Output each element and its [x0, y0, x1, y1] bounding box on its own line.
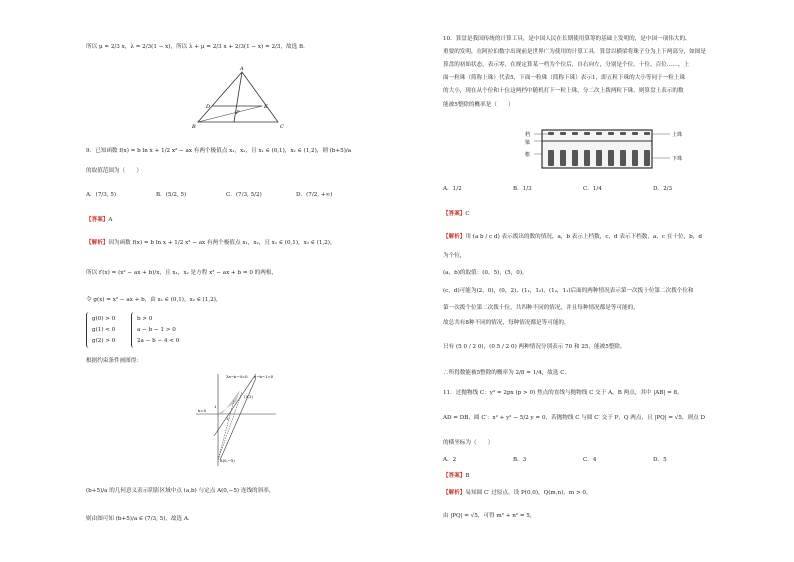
analysis-text: 易知圆 C′ 过原点，设 P(0,0)，Q(m,n)，m > 0，: [465, 490, 592, 496]
q10-option-d: D．2/3: [653, 186, 673, 192]
sys-left-3: g(2) > 0: [92, 338, 116, 344]
q9-option-d: D．(7/2, +∞): [296, 192, 333, 198]
sys-right-2: a − b − 1 > 0: [137, 327, 176, 333]
q9-analysis-4: 根据约束条件画图得：: [86, 358, 142, 364]
q10-line-6: 能被5整除的概率是（ ）: [443, 102, 514, 108]
q11-line-1: 11．过抛物线 C：y² = 2px (p > 0) 焦点的直线与抛物线 C 交于 A，B 两点，其中 |AB| = 8，: [443, 390, 683, 396]
label-point: (3,2): [244, 394, 254, 399]
sys-right-3: 2a − b − 4 < 0: [137, 338, 180, 344]
q10-option-c: C．1/4: [583, 186, 602, 192]
label-a: A: [240, 66, 244, 72]
q10-analysis-4: (c，d)可能为(2，0)，(0，2)，(1₁，1₂)，(1₂，1₁)后面的两种情况表示第一次拨十位第二次拨个位和: [443, 288, 694, 294]
q11-line-3: 的横坐标为（ ）: [443, 440, 494, 446]
label-x1: 1: [226, 416, 229, 421]
q9-analysis-1: [86, 240, 336, 247]
analysis-label: 【解析】: [443, 234, 466, 240]
abacus-figure: [520, 124, 690, 172]
q11-line-2: AD = DB，圆 C′：x² + y² − 5/2 y = 0，若抛物线 C 与圆 C′ 交于 P，Q 两点，且 |PQ| = √5，则点 D: [443, 415, 705, 421]
analysis-text: 因为函数 f(x) = b ln x + 1/2 x² − ax 有两个极值点 x₁，x₂，且 x₁ ∈ (0,1)，x₂ ∈ (1,2)，: [108, 240, 336, 246]
label-y1: 1: [214, 404, 217, 409]
system-brace-right: [131, 312, 136, 348]
q10-analysis-1: [443, 234, 702, 241]
label-point-a: A(0,−5): [220, 458, 235, 463]
solution-line: 所以 μ = 2/3 x，λ = 2/3(1 − x)，所以 λ + μ = 2/3 x + 2/3(1 − x) = 2/3，故选 B．: [86, 44, 309, 50]
q9-answer: [86, 217, 112, 224]
answer-value: C: [465, 211, 470, 217]
sys-left-2: g(1) < 0: [92, 327, 116, 333]
q10-analysis-8: ∴所得数能被5整除的概率为 2/8 = 1/4，故选 C．: [443, 370, 571, 376]
analysis-label: 【解析】: [443, 490, 466, 496]
abacus-label-liang: 梁: [525, 140, 531, 146]
q9-stem: 9．已知函数 f(x) = b ln x + 1/2 x² − ax 有两个极值点 x₁，x₂，且 x₁ ∈ (0,1)，x₂ ∈ (1,2)，则 (b+5)/a: [86, 148, 352, 154]
system-brace-left: [86, 312, 91, 348]
answer-label: 【答案】: [443, 211, 466, 217]
q10-analysis-3: (a，b)的取值：(0，5)，(5，0)，: [443, 270, 528, 276]
q9-option-b: B．(5/2, 5): [156, 192, 187, 198]
q10-analysis-6: 故总共有8种不同的情况，每种情况都是等可能的，: [443, 320, 570, 326]
q9-option-c: C．(7/3, 5/2): [226, 192, 262, 198]
q10-line-5: 的大小，现在从个位和十位这两档中随机打下一粒上珠，分二次上拨两粒下珠，则算盘上表示的数: [443, 88, 684, 94]
q11-option-c: C．4: [583, 457, 597, 463]
system-left: [92, 314, 115, 347]
q10-line-1: 10．算盘是我国传统的计算工具，是中国人民在长期使用算筹的基础上发明的，是中国一项伟大的、: [443, 36, 691, 42]
constraint-graph: [190, 370, 280, 470]
answer-label: 【答案】: [86, 217, 109, 223]
label-p: P: [236, 110, 240, 116]
label-line-2: a−b−1=0: [254, 374, 274, 379]
triangle-figure: [190, 64, 290, 130]
label-c: C: [280, 124, 284, 130]
analysis-label: 【解析】: [86, 240, 109, 246]
abacus-label-bottom: 下珠: [672, 156, 683, 162]
q9-option-a: A．(7/3, 5): [86, 192, 117, 198]
q11-option-b: B．3: [513, 457, 527, 463]
answer-value: A: [108, 217, 113, 223]
q10-answer: [443, 211, 470, 218]
q9-stem-2: 的取值范围为（ ）: [86, 168, 142, 174]
label-e: E: [264, 104, 268, 110]
q11-analysis-2: 由 |PQ| = √5，可得 m² + n² = 5，: [443, 513, 536, 519]
system-right: [137, 314, 179, 347]
q9-analysis-6: 则由图可知 (b+5)/a ∈ (7/3, 5)，故选 A．: [86, 516, 194, 522]
q10-analysis-7: 只有 (5 0 / 2 0)，(0 5 / 2 0) 两种情况分别表示 70 和 25，能被5整除，: [443, 344, 626, 350]
abacus-label-top: 上珠: [672, 132, 683, 138]
label-b0: b=0: [198, 408, 207, 413]
label-d: D: [206, 104, 211, 110]
q10-analysis-5: 第一次拨个位第二次拨十位，共四种不同的情况，并且每种情况都是等可能的，: [443, 305, 639, 311]
q9-analysis-3: 令 g(x) = x² − ax + b，由 x₁ ∈ (0,1)，x₂ ∈ (1,2)，: [86, 297, 222, 303]
analysis-text: 用 (a b / c d) 表示拨出的数的情况，a，b 表示上档数，c，d 表示下档数，a，c 在十位，b，d: [465, 234, 702, 240]
abacus-label-kuang: 框: [525, 152, 531, 158]
q9-analysis-2: 所以 f′(x) = (x² − ax + b)/x，且 x₁，x₂ 是方程 x² − ax + b = 0 的两根，: [86, 270, 278, 276]
q11-option-d: D．5: [653, 457, 667, 463]
sys-left-1: g(0) > 0: [92, 316, 116, 322]
q10-line-3: 算盘的初始状态，表示零，在规定算某一档为个位后，自右向左，分别是个位、十位、百位……，上: [443, 62, 690, 68]
label-line-1: 2a−b−4=0: [226, 374, 248, 379]
q10-option-a: A．1/2: [443, 186, 462, 192]
q11-analysis-1: [443, 490, 592, 497]
q10-option-b: B．1/3: [513, 186, 532, 192]
abacus-label-dang: 档: [525, 132, 531, 138]
label-b: B: [192, 124, 196, 130]
q11-option-a: A．2: [443, 457, 457, 463]
q10-line-4: 面一粒珠（简称上珠）代表5，下面一粒珠（简称下珠）表示1，即五粒下珠的大小等同于一粒上珠: [443, 75, 686, 81]
answer-value: B: [465, 473, 470, 479]
q9-analysis-5: (b+5)/a 的几何意义表示阴影区域中点 (a,b) 与定点 A(0,−5) 连线的斜率，: [86, 488, 275, 494]
answer-label: 【答案】: [443, 473, 466, 479]
q11-answer: [443, 473, 470, 480]
q10-line-2: 重要的发明，在阿拉伯数字出现前是世界广为使用的计算工具．算盘以横梁将珠子分为上下两部分，如图是: [443, 49, 706, 55]
q10-analysis-2: 为个位，: [443, 253, 466, 259]
sys-right-1: b > 0: [137, 316, 153, 322]
